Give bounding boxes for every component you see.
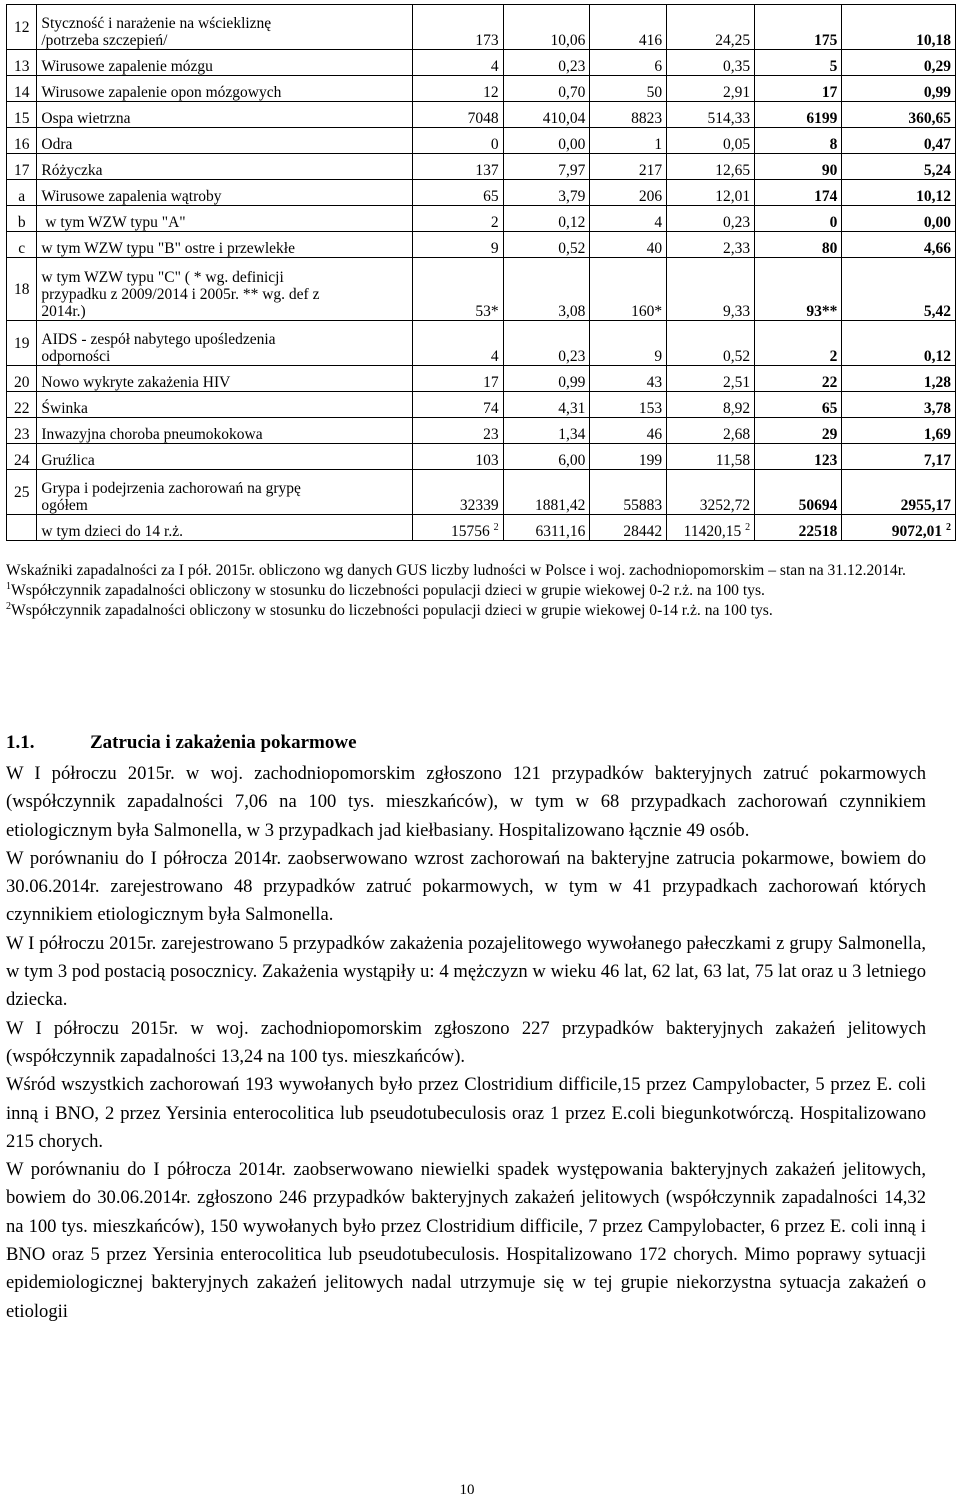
value-cell: 0,47	[842, 128, 956, 154]
incidence-table	[6, 4, 956, 541]
row-number: 22	[7, 392, 37, 418]
value-cell: 4	[413, 321, 503, 366]
table-row	[7, 515, 956, 541]
note-general: Wskaźniki zapadalności za I pół. 2015r. obliczono wg danych GUS liczby ludności w Polsce i woj. zachodniopomorskim – stan na 31.12.2014r.	[6, 562, 906, 579]
disease-name-line: 2014r.)	[41, 303, 86, 320]
disease-name-line: Różyczka	[41, 162, 103, 179]
value-cell: 17	[413, 366, 503, 392]
disease-name	[37, 232, 413, 258]
disease-name	[37, 102, 413, 128]
value-cell: 12,65	[667, 154, 755, 180]
value-cell: 0,00	[503, 128, 590, 154]
value-cell: 3,78	[842, 392, 956, 418]
value-cell: 0	[755, 206, 842, 232]
value-cell: 22518	[755, 515, 842, 541]
table-notes	[6, 561, 952, 621]
disease-name-line: w tym WZW typu "C" ( * wg. definicji	[41, 269, 284, 286]
value-cell: 0,23	[503, 321, 590, 366]
value-cell: 103	[413, 444, 503, 470]
table-row	[7, 128, 956, 154]
value-cell: 4	[413, 50, 503, 76]
paragraph: W I półroczu 2015r. zarejestrowano 5 przypadków zakażenia pozajelitowego wywołanego pałeczkami z grupy Salmonella, w tym 3 pod postacią posocznicy. Zakażenia wystąpiły u: 4 mężczyzn w wieku 46 lat, 62 lat, 63 lat, 75 lat oraz u 3 letniego dziecka.	[6, 932, 926, 1011]
value-cell: 53*	[413, 258, 503, 321]
table-row	[7, 180, 956, 206]
disease-name-line: Odra	[41, 136, 73, 153]
row-number: 17	[7, 154, 37, 180]
value-cell: 22	[755, 366, 842, 392]
table-row	[7, 232, 956, 258]
value-cell: 0,05	[667, 128, 755, 154]
value-cell: 217	[590, 154, 667, 180]
value-cell: 9072,01 $^2$	[842, 515, 956, 541]
value-cell: 7,97	[503, 154, 590, 180]
value-cell: 514,33	[667, 102, 755, 128]
value-cell: 46	[590, 418, 667, 444]
paragraph: W I półroczu 2015r. w woj. zachodniopomorskim zgłoszono 227 przypadków bakteryjnych zakażeń jelitowych (współczynnik zapadalności 13,24 na 100 tys. mieszkańców).	[6, 1017, 926, 1067]
value-cell: 12,01	[667, 180, 755, 206]
value-cell: 32339	[413, 470, 503, 515]
table-row	[7, 321, 956, 366]
disease-name-line: Wirusowe zapalenie mózgu	[41, 58, 213, 75]
disease-name	[37, 206, 413, 232]
value-cell: 0,52	[503, 232, 590, 258]
value-cell: 80	[755, 232, 842, 258]
value-cell: 29	[755, 418, 842, 444]
value-cell: 410,04	[503, 102, 590, 128]
disease-name-line: Gruźlica	[41, 452, 95, 469]
value-cell: 153	[590, 392, 667, 418]
disease-name	[37, 258, 413, 321]
table-row	[7, 392, 956, 418]
disease-name-line: Styczność i narażenie na wściekliznę	[41, 15, 272, 32]
value-cell: 17	[755, 76, 842, 102]
value-cell: 4	[590, 206, 667, 232]
value-cell: 3,79	[503, 180, 590, 206]
value-cell: 8	[755, 128, 842, 154]
disease-name-line: Inwazyjna choroba pneumokokowa	[41, 426, 263, 443]
disease-name	[37, 128, 413, 154]
value-cell: 416	[590, 5, 667, 50]
value-cell: 8823	[590, 102, 667, 128]
value-cell: 1,28	[842, 366, 956, 392]
row-number: c	[7, 232, 37, 258]
value-cell: 11420,15 $^2$	[667, 515, 755, 541]
value-cell: 137	[413, 154, 503, 180]
value-cell: 15756 $^2$	[413, 515, 503, 541]
value-cell: 5,24	[842, 154, 956, 180]
value-cell: 0,12	[842, 321, 956, 366]
disease-name-line: /potrzeba szczepień/	[41, 32, 168, 49]
value-cell: 7048	[413, 102, 503, 128]
value-cell: 123	[755, 444, 842, 470]
value-cell: 50694	[755, 470, 842, 515]
value-cell: 5	[755, 50, 842, 76]
disease-name-line: przypadku z 2009/2014 i 2005r. ** wg. def z	[41, 286, 320, 303]
note-2: $^2$Współczynnik zapadalności obliczony w stosunku do liczebności populacji dzieci w grupie wiekowej 0-14 r.ż. na 100 tys.	[6, 600, 773, 619]
superscript-mark: 2	[745, 521, 751, 533]
value-cell: 2955,17	[842, 470, 956, 515]
value-cell: 175	[755, 5, 842, 50]
row-number: 19	[7, 321, 37, 366]
value-cell: 1	[590, 128, 667, 154]
value-cell: 7,17	[842, 444, 956, 470]
value-cell: 4,31	[503, 392, 590, 418]
disease-name-line: w tym dzieci do 14 r.ż.	[41, 523, 183, 540]
value-cell: 6199	[755, 102, 842, 128]
row-number: 23	[7, 418, 37, 444]
paragraph: Wśród wszystkich zachorowań 193 wywołanych było przez Clostridium difficile,15 przez Campylobacter, 5 przez E. coli inną i BNO, 2 przez Yersinia enterocolitica lub pseudotubeculosis oraz 1 przez E.coli biegunkotwórczą. Hospitalizowano 215 chorych.	[6, 1074, 926, 1152]
value-cell: 2,51	[667, 366, 755, 392]
row-number: 15	[7, 102, 37, 128]
disease-name-line: odporności	[41, 348, 111, 365]
superscript-mark: 2	[946, 521, 951, 533]
table-row	[7, 366, 956, 392]
paragraph: W porównaniu do I półrocza 2014r. zaobserwowano niewielki spadek występowania bakteryjnych zakażeń jelitowych, bowiem do 30.06.2014r. zgłoszono 246 przypadków bakteryjnych zakażeń jelitowych (współczynnik zapadalności 14,32 na 100 tys. mieszkańców), 150 wywołanych było przez Clostridium difficile, 7 przez Campylobacter, 6 przez E. coli inną i BNO oraz 5 przez Yersinia enterocolitica lub pseudotubeculosis. Hospitalizowano 172 chorych. Mimo poprawy sytuacji epidemiologicznej bakteryjnych zakażeń jelitowych nadal utrzymuje się w tej grupie niekorzystna sytuacja zakażeń o etiologii	[6, 1159, 926, 1322]
value-cell: 90	[755, 154, 842, 180]
value-cell: 74	[413, 392, 503, 418]
value-cell: 2	[755, 321, 842, 366]
value-cell: 1881,42	[503, 470, 590, 515]
value-cell: 360,65	[842, 102, 956, 128]
paragraph: W I półroczu 2015r. w woj. zachodniopomorskim zgłoszono 121 przypadków bakteryjnych zatruć pokarmowych (współczynnik zapadalności 7,06 na 100 tys. mieszkańców), w tym w 68 przypadkach zachorowań czynnikiem etiologicznym była Salmonella, w 3 przypadkach jad kiełbasiany. Hospitalizowano łącznie 49 osób.	[6, 763, 926, 841]
value-cell: 0,00	[842, 206, 956, 232]
value-cell: 5,42	[842, 258, 956, 321]
disease-name-line: Ospa wietrzna	[41, 110, 131, 127]
value-cell: 0,35	[667, 50, 755, 76]
value-cell: 9	[590, 321, 667, 366]
disease-name-line: Grypa i podejrzenia zachorowań na grypę	[41, 480, 301, 497]
value-cell: 10,18	[842, 5, 956, 50]
table-row	[7, 206, 956, 232]
note-1: $^1$Współczynnik zapadalności obliczony w stosunku do liczebności populacji dzieci w grupie wiekowej 0-2 r.ż. na 100 tys.	[6, 580, 765, 599]
value-cell: 0,99	[842, 76, 956, 102]
value-cell: 199	[590, 444, 667, 470]
row-number: b	[7, 206, 37, 232]
row-number: 16	[7, 128, 37, 154]
superscript-mark: 2	[493, 521, 499, 533]
value-cell: 2,33	[667, 232, 755, 258]
value-cell: 0,70	[503, 76, 590, 102]
table-row	[7, 5, 956, 50]
disease-name	[37, 5, 413, 50]
value-cell: 2	[413, 206, 503, 232]
value-cell: 28442	[590, 515, 667, 541]
value-cell: 206	[590, 180, 667, 206]
value-cell: 0,23	[667, 206, 755, 232]
table-row	[7, 418, 956, 444]
value-cell: 93**	[755, 258, 842, 321]
value-cell: 1,69	[842, 418, 956, 444]
row-number: 14	[7, 76, 37, 102]
value-cell: 6311,16	[503, 515, 590, 541]
disease-name	[37, 76, 413, 102]
value-cell: 65	[413, 180, 503, 206]
value-cell: 3,08	[503, 258, 590, 321]
disease-name-line: ogółem	[41, 497, 88, 514]
value-cell: 0,12	[503, 206, 590, 232]
value-cell: 4,66	[842, 232, 956, 258]
row-number: 13	[7, 50, 37, 76]
disease-name-line: w tym WZW typu "A"	[41, 214, 186, 231]
value-cell: 65	[755, 392, 842, 418]
disease-name-line: Wirusowe zapalenia wątroby	[41, 188, 222, 205]
disease-name	[37, 366, 413, 392]
disease-name	[37, 515, 413, 541]
disease-name-line: Świnka	[41, 400, 88, 417]
value-cell: 6,00	[503, 444, 590, 470]
table-row	[7, 258, 956, 321]
disease-name	[37, 392, 413, 418]
section-heading	[6, 732, 357, 754]
value-cell: 2,91	[667, 76, 755, 102]
section-title: Zatrucia i zakażenia pokarmowe	[90, 732, 357, 753]
disease-name	[37, 418, 413, 444]
row-number: 12	[7, 5, 37, 50]
value-cell: 0,99	[503, 366, 590, 392]
value-cell: 1,34	[503, 418, 590, 444]
value-cell: 43	[590, 366, 667, 392]
disease-name-line: Nowo wykryte zakażenia HIV	[41, 374, 231, 391]
row-number: 18	[7, 258, 37, 321]
row-number: 25	[7, 470, 37, 515]
row-number: 20	[7, 366, 37, 392]
value-cell: 2,68	[667, 418, 755, 444]
row-number: 24	[7, 444, 37, 470]
paragraph: W porównaniu do I półrocza 2014r. zaobserwowano wzrost zachorowań na bakteryjne zatrucia pokarmowe, bowiem do 30.06.2014r. zarejestrowano 48 przypadków zatruć pokarmowych, w tym w 41 przypadkach zachorowań których czynnikiem etiologicznym była Salmonella.	[6, 847, 926, 926]
disease-name-line: AIDS - zespół nabytego upośledzenia	[41, 331, 276, 348]
disease-name-line: w tym WZW typu "B" ostre i przewlekłe	[41, 240, 295, 257]
value-cell: 9	[413, 232, 503, 258]
row-number: a	[7, 180, 37, 206]
disease-name	[37, 444, 413, 470]
section-number: 1.1.	[6, 732, 35, 753]
value-cell: 11,58	[667, 444, 755, 470]
value-cell: 174	[755, 180, 842, 206]
section-body	[6, 760, 926, 1326]
table-row	[7, 470, 956, 515]
table-row	[7, 50, 956, 76]
table-row	[7, 102, 956, 128]
value-cell: 0,52	[667, 321, 755, 366]
value-cell: 10,06	[503, 5, 590, 50]
value-cell: 40	[590, 232, 667, 258]
value-cell: 173	[413, 5, 503, 50]
value-cell: 6	[590, 50, 667, 76]
disease-name	[37, 321, 413, 366]
disease-name-line: Wirusowe zapalenie opon mózgowych	[41, 84, 282, 101]
value-cell: 24,25	[667, 5, 755, 50]
value-cell: 9,33	[667, 258, 755, 321]
disease-name	[37, 154, 413, 180]
disease-name	[37, 470, 413, 515]
value-cell: 55883	[590, 470, 667, 515]
value-cell: 12	[413, 76, 503, 102]
value-cell: 0	[413, 128, 503, 154]
table-row	[7, 444, 956, 470]
value-cell: 50	[590, 76, 667, 102]
disease-name	[37, 180, 413, 206]
value-cell: 0,23	[503, 50, 590, 76]
value-cell: 160*	[590, 258, 667, 321]
disease-name	[37, 50, 413, 76]
table-row	[7, 154, 956, 180]
value-cell: 0,29	[842, 50, 956, 76]
value-cell: 3252,72	[667, 470, 755, 515]
table-row	[7, 76, 956, 102]
value-cell: 10,12	[842, 180, 956, 206]
value-cell: 23	[413, 418, 503, 444]
value-cell: 8,92	[667, 392, 755, 418]
row-number	[7, 515, 37, 541]
page-number: 10	[459, 1482, 475, 1498]
